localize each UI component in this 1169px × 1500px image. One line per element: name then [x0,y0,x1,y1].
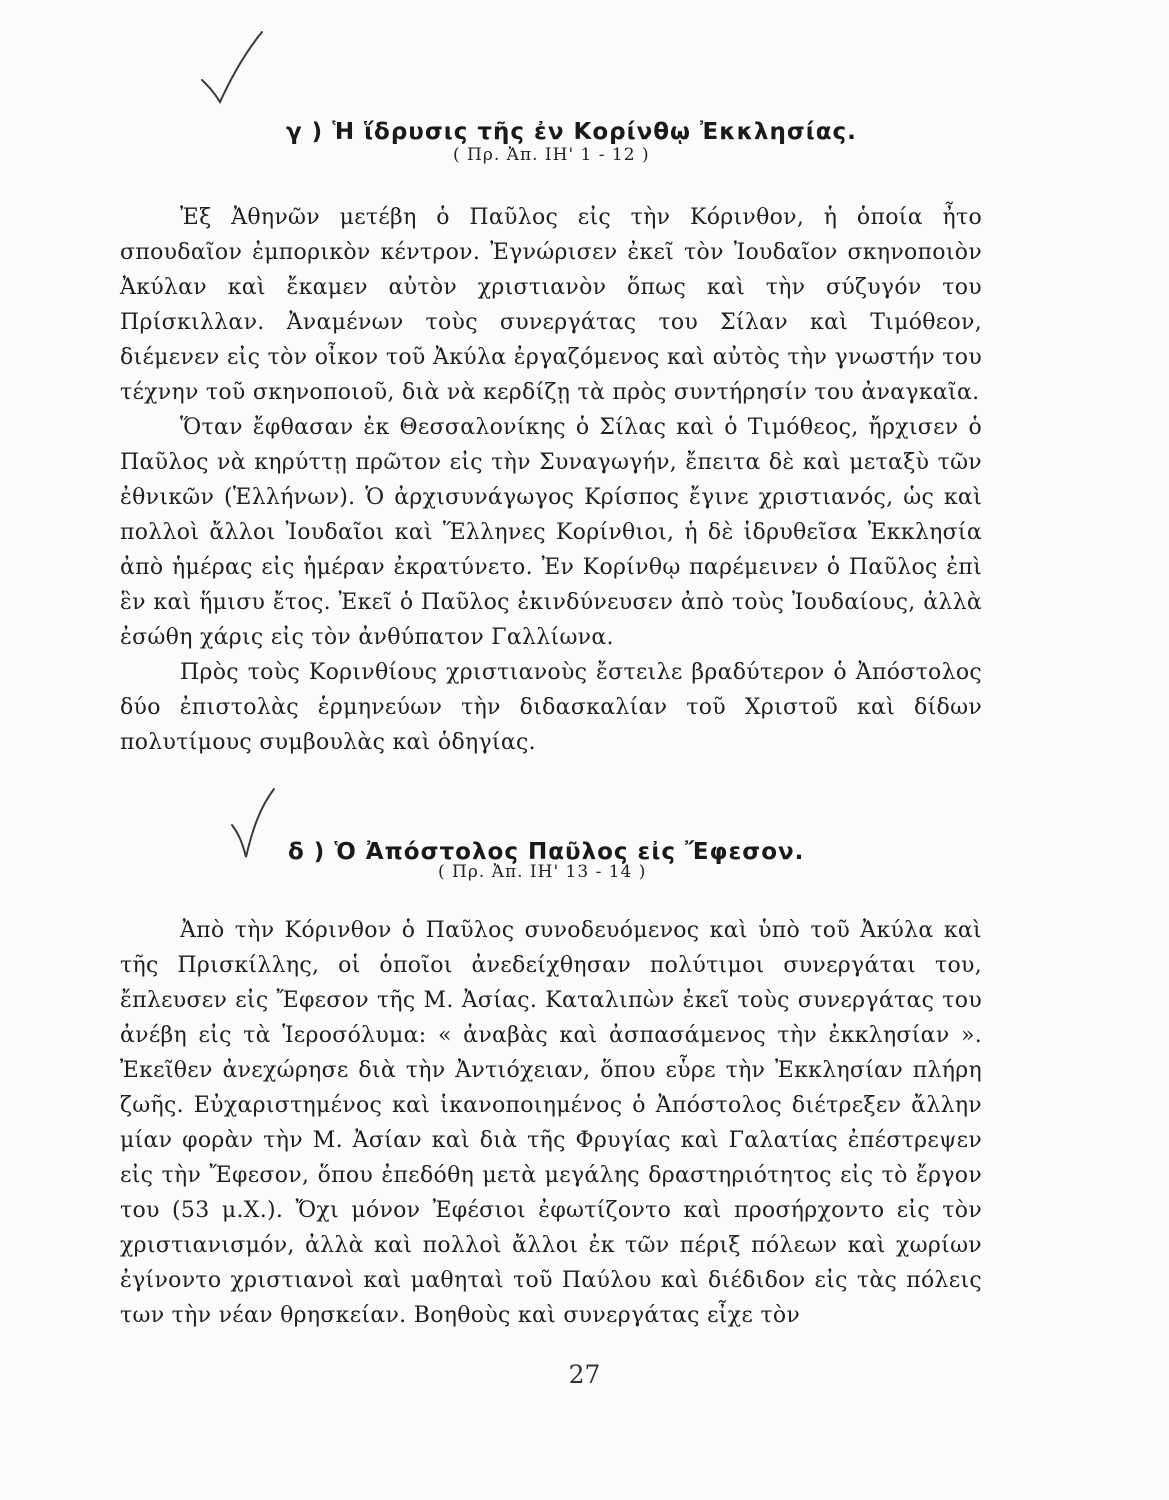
page-number: 27 [568,1360,601,1389]
section-heading-ephesus: δ ) Ὁ Ἀπόστολος Παῦλος εἰς Ἔφεσον. [288,839,805,866]
section-body-corinth [120,200,982,760]
scripture-reference-ephesus: ( Πρ. Ἀπ. ΙΗ' 13 - 14 ) [438,862,647,882]
paragraph: Ἐξ Ἀθηνῶν μετέβη ὁ Παῦλος εἰς τὴν Κόρινθον, ἡ ὁποία ἦτο σπουδαῖον ἐμπορικὸν κέντρον. Ἐγνώρισεν ἐκεῖ τὸν Ἰουδαῖον σκηνοποιὸν Ἀκύλαν καὶ ἔκαμεν αὐτὸν χριστιανὸν ὅπως καὶ τὴν σύζυγόν του Πρίσκιλλαν. Ἀναμένων τοὺς συνεργάτας του Σίλαν καὶ Τιμόθεον, διέμενεν εἰς τὸν οἶκον τοῦ Ἀκύλα ἐργαζόμενος καὶ αὐτὸς τὴν γνωστήν του τέχνην τοῦ σκηνοποιοῦ, διὰ νὰ κερδίζῃ τὰ πρὸς συντήρησίν του ἀναγκαῖα. [120,205,982,405]
handwritten-checkmark-icon [228,785,278,865]
paragraph: Ἀπὸ τὴν Κόρινθον ὁ Παῦλος συνοδευόμενος καὶ ὑπὸ τοῦ Ἀκύλα καὶ τῆς Πρισκίλλης, οἱ ὁποῖοι ἀνεδείχθησαν πολύτιμοι συνεργάται του, ἔπλευσεν εἰς Ἔφεσον τῆς Μ. Ἀσίας. Καταλιπὼν ἐκεῖ τοὺς συνεργάτας του ἀνέβη εἰς τὰ Ἱεροσόλυμα: « ἀναβὰς καὶ ἀσπασάμενος τὴν ἐκκλησίαν ». Ἐκεῖθεν ἀνεχώρησε διὰ τὴν Ἀντιόχειαν, ὅπου εὗρε τὴν Ἐκκλησίαν πλήρη ζωῆς. Εὐχαριστημένος καὶ ἱκανοποιημένος ὁ Ἀπόστολος διέτρεξεν ἄλλην μίαν φορὰν τὴν Μ. Ἀσίαν καὶ διὰ τῆς Φρυγίας καὶ Γαλατίας ἐπέστρεψεν εἰς τὴν Ἔφεσον, ὅπου ἐπεδόθη μετὰ μεγάλης δραστηριότητος εἰς τὸ ἔργον του (53 μ.Χ.). Ὄχι μόνον Ἐφέσιοι ἐφωτίζοντο καὶ προσήρχοντο εἰς τὸν χριστιανισμόν, ἀλλὰ καὶ πολλοὶ ἄλλοι ἐκ τῶν πέριξ πόλεων καὶ χωρίων ἐγίνοντο χριστιανοὶ καὶ μαθηταὶ τοῦ Παύλου καὶ διέδιδον εἰς τὰς πόλεις των τὴν νέαν θρησκείαν. Βοηθοὺς καὶ συνεργάτας εἶχε τὸν [120,918,982,1328]
section-heading-corinth: γ ) Ἡ ἵδρυσις τῆς ἐν Κορίνθῳ Ἐκκλησίας. [286,119,857,146]
section-body-ephesus [120,913,982,1333]
paragraph: Ὅταν ἔφθασαν ἐκ Θεσσαλονίκης ὁ Σίλας καὶ ὁ Τιμόθεος, ἤρχισεν ὁ Παῦλος νὰ κηρύττῃ πρῶτον εἰς τὴν Συναγωγήν, ἔπειτα δὲ καὶ μεταξὺ τῶν ἐθνικῶν (Ἑλλήνων). Ὁ ἀρχισυνάγωγος Κρίσπος ἔγινε χριστιανός, ὡς καὶ πολλοὶ ἄλλοι Ἰουδαῖοι καὶ Ἕλληνες Κορίνθιοι, ἡ δὲ ἱδρυθεῖσα Ἐκκλησία ἀπὸ ἡμέρας εἰς ἡμέραν ἐκρατύνετο. Ἐν Κορίνθῳ παρέμεινεν ὁ Παῦλος ἐπὶ ἓν καὶ ἥμισυ ἔτος. Ἐκεῖ ὁ Παῦλος ἐκινδύνευσεν ἀπὸ τοὺς Ἰουδαίους, ἀλλὰ ἐσώθη χάρις εἰς τὸν ἀνθύπατον Γαλλίωνα. [120,415,982,650]
paragraph: Πρὸς τοὺς Κορινθίους χριστιανοὺς ἔστειλε βραδύτερον ὁ Ἀπόστολος δύο ἐπιστολὰς ἑρμηνεύων τὴν διδασκαλίαν τοῦ Χριστοῦ καὶ δίδων πολυτίμους συμβουλὰς καὶ ὁδηγίας. [120,660,982,755]
scripture-reference-corinth: ( Πρ. Ἀπ. ΙΗ' 1 - 12 ) [453,145,650,165]
handwritten-checkmark-icon [196,30,268,110]
